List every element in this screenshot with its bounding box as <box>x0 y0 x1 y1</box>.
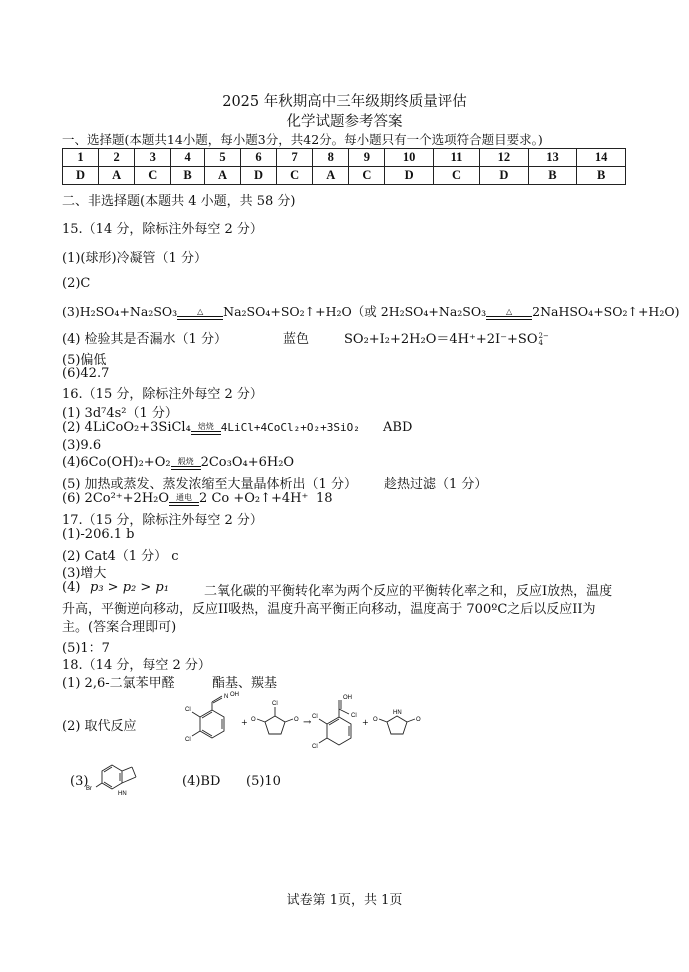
q17-answer-1: (1)-206.1 b <box>62 527 135 542</box>
ncs-cl-label: Cl <box>272 701 278 707</box>
q17-answer-5: (5)1：7 <box>62 641 110 656</box>
sulfate-subscript: 4 <box>538 338 543 347</box>
section2-heading: 二、非选择题(本题共 4 小题，共 58 分) <box>62 194 296 209</box>
roast-condition: 焙烧 <box>191 423 221 435</box>
q15-eq-right: 2NaHSO₄+SO₂↑+H₂O) <box>532 304 680 319</box>
q17-answer-4-text-3: 主。(答案合理即可) <box>62 620 177 635</box>
ncs-o-label-1: O <box>251 717 256 723</box>
answer-cell: B <box>577 167 626 185</box>
oxime-oh-label: OH <box>230 692 239 698</box>
electrolysis-condition: 通电 <box>169 494 199 506</box>
q16-heading: 16.（15 分，除标注外每空 2 分） <box>62 387 263 402</box>
q16-answer-6b: 18 <box>316 491 333 506</box>
product-cl-label-3: Cl <box>312 744 318 750</box>
q17-answer-4-text-2: 升高，平衡逆向移动，反应II吸热，温度升高平衡正向移动，温度高于 700ºC之后以反应II为 <box>62 602 596 617</box>
q18-answer-5: (5)10 <box>246 774 281 789</box>
q15-answer-3 <box>62 302 679 320</box>
answer-cell: A <box>313 167 349 185</box>
q17-answer-2: (2) Cat4（1 分） c <box>62 549 179 564</box>
question-number-cell: 8 <box>313 149 349 167</box>
q16-answer-2b: ABD <box>383 420 413 435</box>
question-number-cell: 12 <box>480 149 529 167</box>
answer-table-answer-row <box>63 167 626 185</box>
q17-answer-3: (3)增大 <box>62 566 107 581</box>
product-cl-label: Cl <box>351 713 357 719</box>
page-subtitle: 化学试题参考答案 <box>286 114 403 130</box>
question-number-cell: 10 <box>385 149 434 167</box>
question-number-cell: 11 <box>433 149 479 167</box>
q16-answer-5a: (5) 加热或蒸发、蒸发浓缩至大量晶体析出（1 分） <box>62 477 357 492</box>
q15-answer-4b: 蓝色 <box>283 332 310 347</box>
question-number-cell: 2 <box>99 149 135 167</box>
q16-answer-4: (4)6Co(OH)₂+O₂ 煅烧 2Co₃O₄+6H₂O <box>62 455 295 470</box>
q18-answer-1b: 酯基、羰基 <box>212 676 278 691</box>
ncs-structure <box>257 707 293 734</box>
plus-sign-1: + <box>241 718 248 727</box>
q17-heading: 17.（15 分，除标注外每空 2 分） <box>62 513 263 528</box>
answer-cell: D <box>385 167 434 185</box>
ncs-o-label-2: O <box>294 717 299 723</box>
succinimide-structure <box>379 716 415 734</box>
answer-cell: C <box>135 167 171 185</box>
sulfate-charge: 2− <box>538 331 549 340</box>
q16-answer-1: (1) 3d⁷4s²（1 分） <box>62 406 178 421</box>
question-number-cell: 14 <box>577 149 626 167</box>
q17-answer-4-text-1: 二氧化碳的平衡转化率为两个反应的平衡转化率之和，反应I放热，温度 <box>204 584 613 599</box>
q18-answer-3: (3) <box>70 774 89 789</box>
hydroximoyl-chloride-structure <box>319 700 351 745</box>
succinimide-nh-label: HN <box>393 710 402 716</box>
bromoindole-structure <box>86 755 146 803</box>
product-cl-label-2: Cl <box>312 714 318 720</box>
page-title: 2025 年秋期高中三年级期终质量评估 <box>222 94 467 110</box>
plus-sign-2: + <box>362 718 369 727</box>
q18-answer-4: (4)BD <box>182 774 221 789</box>
q15-answer-4c: SO₂+I₂+2H₂O＝4H⁺+2I⁻+SO 2− 4 <box>344 331 549 347</box>
q15-answer-6: (6)42.7 <box>62 366 110 381</box>
q15-answer-5: (5)偏低 <box>62 353 107 368</box>
answer-cell: B <box>528 167 577 185</box>
question-number-cell: 13 <box>528 149 577 167</box>
section1-heading: 一、选择题(本题共14小题，每小题3分，共42分。每小题只有一个选项符合题目要求。) <box>62 132 543 147</box>
question-number-cell: 7 <box>277 149 313 167</box>
oxime-n-oh-label: N <box>224 694 229 700</box>
q15-eq-left: (3)H₂SO₄+Na₂SO₃ <box>62 304 178 319</box>
q16-answer-2: (2) 4LiCoO₂+3SiCl₄ 焙烧 4LiCl+4CoCl₂+O₂+3SiO₂ <box>62 420 360 435</box>
q17-answer-4-label: (4) <box>62 580 81 595</box>
q16-answer-3: (3)9.6 <box>62 438 102 453</box>
q15-heading: 15.（14 分，除标注外每空 2 分） <box>62 222 263 237</box>
question-number-cell: 4 <box>171 149 205 167</box>
br-label: Br <box>86 786 92 792</box>
benzaldoxime-structure <box>192 696 224 738</box>
question-number-cell: 9 <box>349 149 385 167</box>
succinimide-o-label-1: O <box>373 717 378 723</box>
answer-table <box>62 148 626 185</box>
answer-cell: A <box>99 167 135 185</box>
q15-answer-1: (1)(球形)冷凝管（1 分） <box>62 251 207 266</box>
question-number-cell: 3 <box>135 149 171 167</box>
product-oh-label: OH <box>343 695 352 701</box>
heat-condition-2: △ <box>486 308 532 320</box>
question-number-cell: 1 <box>63 149 99 167</box>
indole-nh-label: HN <box>118 791 127 797</box>
page-footer: 试卷第 1页，共 1页 <box>286 893 403 908</box>
cl-label-2: Cl <box>185 737 191 743</box>
calcine-condition: 煅烧 <box>171 458 201 470</box>
question-number-cell: 5 <box>204 149 240 167</box>
q18-answer-2: (2) 取代反应 <box>62 719 137 734</box>
q16-answer-5b: 趁热过滤（1 分） <box>384 477 488 492</box>
answer-cell: D <box>241 167 277 185</box>
cl-label-1: Cl <box>185 707 191 713</box>
question-number-cell: 6 <box>241 149 277 167</box>
q18-answer-1a: (1) 2,6-二氯苯甲醛 <box>62 676 175 691</box>
answer-table-number-row <box>63 149 626 167</box>
reaction-arrow: → <box>303 717 312 728</box>
q15-answer-4a: (4) 检验其是否漏水（1 分） <box>62 332 227 347</box>
q15-eq-middle: Na₂SO₄+SO₂↑+H₂O（或 2H₂SO₄+Na₂SO₃ <box>223 304 487 319</box>
answer-cell: C <box>349 167 385 185</box>
answer-cell: A <box>204 167 240 185</box>
pressure-order: p₃ > p₂ > p₁ <box>90 580 169 595</box>
answer-cell: B <box>171 167 205 185</box>
reaction-scheme <box>175 692 455 762</box>
q18-heading: 18.（14 分，每空 2 分） <box>62 658 211 673</box>
heat-condition: △ <box>177 308 223 320</box>
answer-cell: D <box>63 167 99 185</box>
answer-cell: C <box>433 167 479 185</box>
q15-answer-2: (2)C <box>62 276 91 291</box>
answer-cell: D <box>480 167 529 185</box>
q16-answer-6: (6) 2Co²⁺+2H₂O 通电 2 Co +O₂↑+4H⁺ <box>62 491 309 506</box>
answer-cell: C <box>277 167 313 185</box>
succinimide-o-label-2: O <box>416 717 421 723</box>
